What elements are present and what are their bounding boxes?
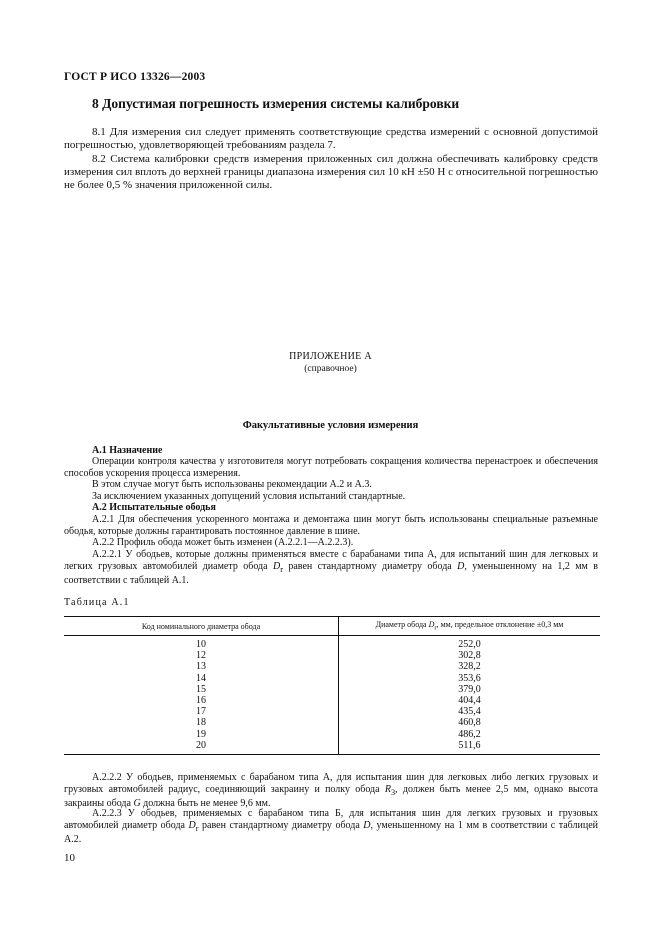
text-fragment: А.2.2.1 У ободьев, которые должны применяться вместе с барабанами типа А, для испытаний шин для легковых и легких грузовых автомобилей диаметр обода	[64, 549, 598, 572]
cell-rim-diameter: 252,0	[458, 639, 481, 650]
page-number: 10	[64, 852, 75, 864]
table-row	[64, 673, 600, 684]
text-fragment: , должен быть менее 2,5 мм, однако высота закраины обода	[64, 783, 598, 810]
cell-rim-diameter: 328,2	[458, 661, 481, 673]
paragraph-a2-2-3	[64, 808, 598, 846]
paragraph-a2-2: А.2.2 Профиль обода может быть изменен (А.2.2.1—А.2.2.3).	[92, 537, 354, 548]
table-row	[64, 717, 600, 728]
heading-a1: А.1 Назначение	[92, 445, 163, 456]
symbol-d: D	[428, 620, 435, 630]
text-fragment: А.2.2.3 У ободьев, применяемых с барабаном типа Б, для испытания шин для легких грузовых и грузовых автомобилей диаметр обода	[64, 808, 598, 831]
table-row	[64, 740, 600, 755]
appendix-note: (справочное)	[304, 364, 357, 374]
text-fragment: , уменьшенному на 1,2 мм в соответствии с таблицей А.1.	[64, 560, 598, 587]
cell-rim-diameter: 511,6	[339, 740, 601, 755]
cell-rim-diameter: 486,2	[458, 728, 481, 740]
text-fragment: , уменьшенному на 1 мм в соответствии с таблицей А.2.	[64, 819, 599, 846]
cell-rim-diameter: 302,8	[458, 650, 481, 662]
table-caption: Таблица А.1	[64, 597, 130, 608]
cell-rim-diameter: 460,8	[458, 717, 481, 729]
paragraph-8-2: 8.2 Система калибровки средств измерения приложенных сил должна обеспечивать калибровку средств измерения сил вплоть до верхней границы диапазона измерения сил 10 кН ±50 Н с относительной погрешностью не более 0,5 % значения приложенной силы.	[64, 153, 598, 191]
subscript-r: r	[434, 624, 437, 632]
text-fragment: равен стандартному диаметру обода	[282, 560, 458, 572]
cell-rim-diameter: 404,4	[458, 695, 481, 707]
appendix-label: ПРИЛОЖЕНИЕ А	[289, 351, 372, 362]
cell-rim-code: 12	[64, 650, 339, 661]
heading-a2: А.2 Испытательные ободья	[92, 502, 216, 513]
cell-rim-diameter: 379,0	[458, 683, 481, 695]
text-fragment: должна быть не менее 9,6 мм.	[140, 798, 271, 810]
cell-rim-code: 10	[64, 636, 339, 651]
col-header-code: Код номинального диаметра обода	[64, 617, 339, 636]
text-fragment: равен стандартному диаметру обода	[198, 819, 364, 831]
table-a1	[64, 616, 600, 755]
table-row	[64, 695, 600, 706]
symbol-g: G	[133, 798, 141, 810]
paragraph-a2-2-1	[64, 549, 598, 587]
document-code-header: ГОСТ Р ИСО 13326—2003	[64, 71, 206, 83]
subscript-3: 3	[390, 787, 396, 797]
subscript-r: r	[280, 564, 283, 574]
text-fragment: Диаметр обода	[375, 620, 429, 630]
appendix-title: Факультативные условия измерения	[242, 420, 419, 431]
cell-rim-code: 17	[64, 706, 339, 717]
cell-rim-code: 20	[64, 740, 339, 755]
table-row	[64, 684, 600, 695]
symbol-r: R	[384, 783, 391, 795]
text-fragment: А.2.2.2 У ободьев, применяемых с барабаном типа А, для испытания шин для легковых либо легких грузовых и грузовых автомобилей радиус, соединяющий закраину и полку обода	[64, 772, 598, 795]
cell-rim-code: 18	[64, 717, 339, 728]
paragraph-a2-1: А.2.1 Для обеспечения ускоренного монтажа и демонтажа шин могут быть использованы специальные разъемные ободья, которые должны гарантировать постоянное давление в шине.	[64, 514, 598, 537]
paragraph-a2-2-2	[64, 772, 598, 810]
paragraph-a1-1: Операции контроля качества у изготовителя могут потребовать сокращения количества перенастроек и обеспечения способов ускорения процесса измерения.	[64, 456, 598, 479]
cell-rim-code: 16	[64, 695, 339, 706]
table-row	[64, 650, 600, 661]
symbol-d: D	[272, 560, 281, 572]
table-row	[64, 706, 600, 717]
text-fragment: , мм, предельное отклонение ±0,3 мм	[436, 620, 564, 630]
cell-rim-code: 15	[64, 684, 339, 695]
cell-rim-code: 14	[64, 673, 339, 684]
paragraph-8-1: 8.1 Для измерения сил следует применять соответствующие средства измерений с основной допустимой погрешностью, удовлетворяющей требованиям раздела 7.	[64, 126, 598, 151]
cell-rim-diameter: 353,6	[458, 672, 481, 684]
paragraph-a1-2: В этом случае могут быть использованы рекомендации А.2 и А.3.	[92, 479, 372, 490]
table-body	[64, 636, 600, 755]
table-row	[64, 729, 600, 740]
symbol-d: D	[457, 560, 465, 572]
paragraph-a1-3: За исключением указанных допущений условия испытаний стандартные.	[92, 491, 406, 502]
subscript-r: r	[195, 823, 199, 833]
symbol-d: D	[188, 819, 196, 831]
cell-rim-code: 13	[64, 661, 339, 672]
symbol-d: D	[363, 819, 371, 831]
col-header-diameter	[339, 617, 601, 636]
cell-rim-code: 19	[64, 729, 339, 740]
table-row	[64, 636, 600, 651]
table-row	[64, 661, 600, 672]
section-8-title: 8 Допустимая погрешность измерения системы калибровки	[92, 96, 460, 111]
cell-rim-diameter: 435,4	[458, 706, 481, 718]
